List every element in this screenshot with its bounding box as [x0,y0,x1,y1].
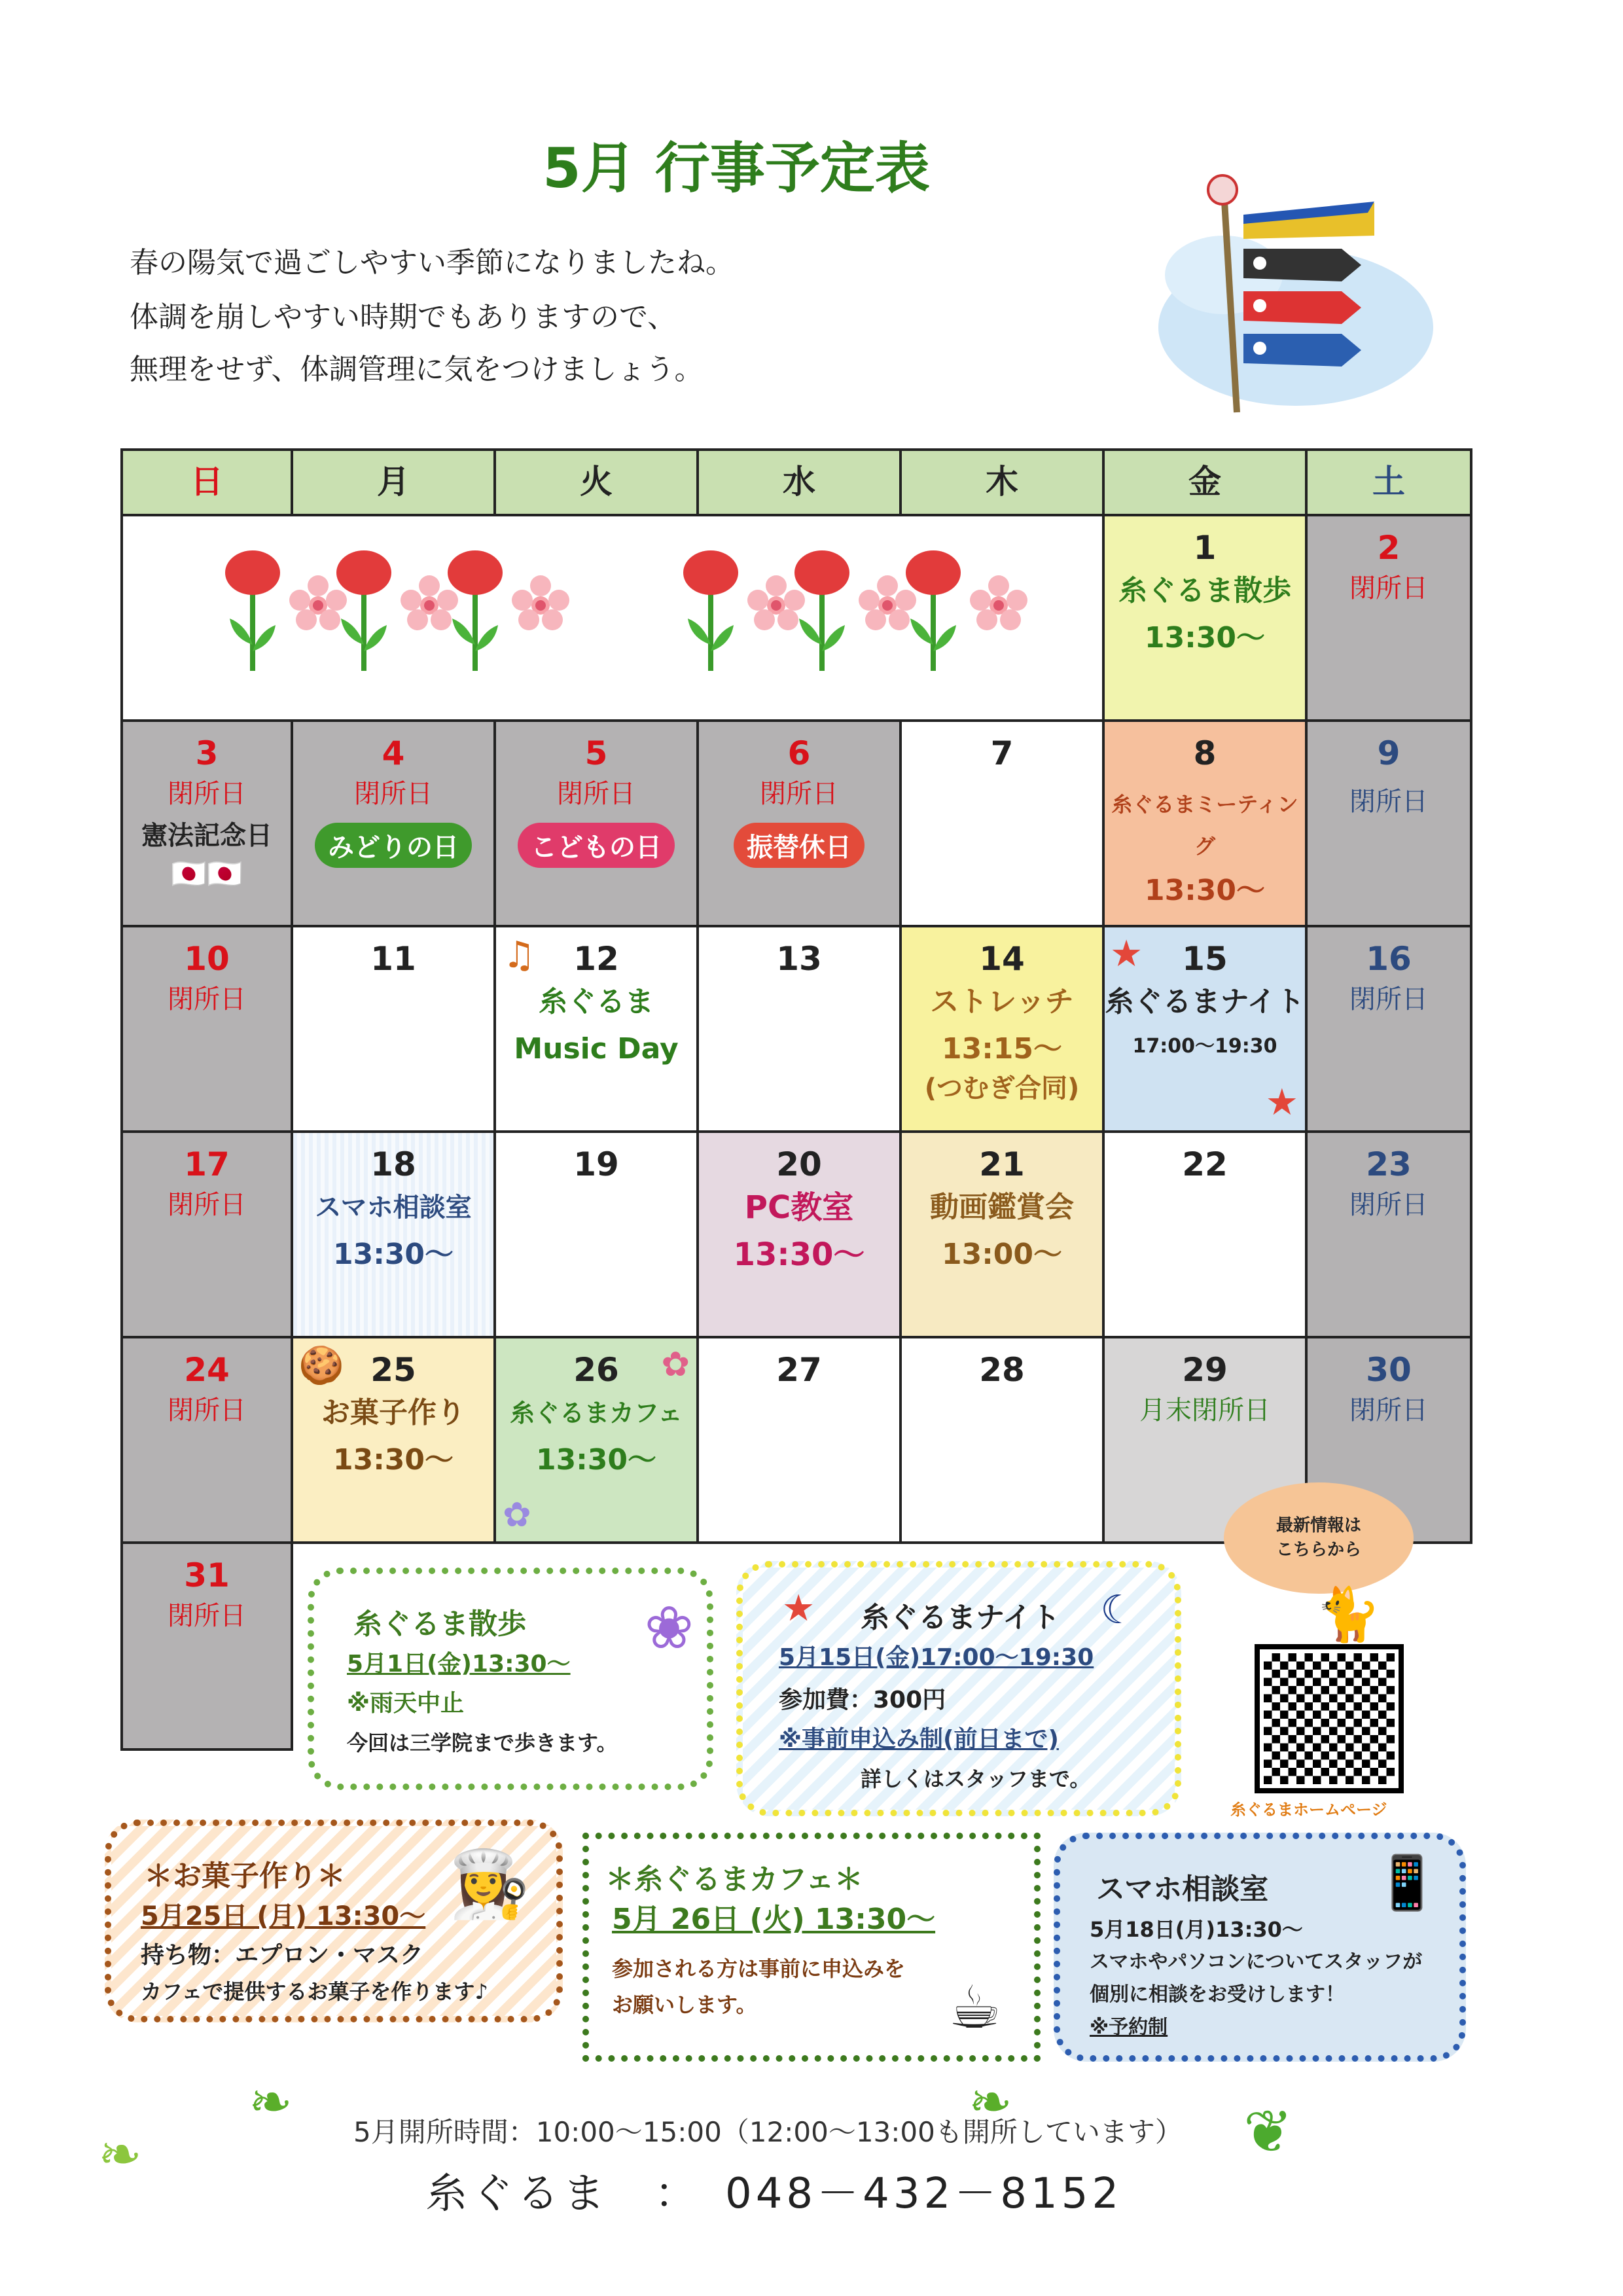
carnation-banner [120,514,1105,722]
day-number: 6 [787,734,811,772]
day-number: 13 [776,940,822,978]
day-21 [899,1130,1105,1338]
closed-label: 閉所日 [1349,1190,1428,1220]
box-date: 5月15日(金)17:00～19:30 [779,1644,1094,1671]
day-14 [899,925,1105,1133]
weekday-mon: 月 [291,448,496,516]
day-number: 15 [1182,940,1228,978]
box-date: 5月1日(金)13:30～ [347,1651,571,1677]
day-23 [1305,1130,1472,1338]
closed-label: 閉所日 [168,984,246,1014]
page-title: 5月 行事予定表 [543,136,930,200]
koinobori-illustration [1145,164,1440,419]
day-number: 30 [1366,1351,1412,1389]
coffee-cup-icon: ☕ [948,1973,1001,2042]
qr-bubble [1224,1482,1414,1594]
event-label: 糸ぐるまナイト [1105,985,1305,1018]
closed-label: 閉所日 [168,1190,246,1220]
event-time: 13:30～ [332,1238,454,1271]
day-number: 29 [1182,1351,1228,1389]
day-number: 8 [1193,734,1217,772]
closed-label: 閉所日 [557,779,635,809]
day-number: 11 [370,940,416,978]
box-reserve: ※事前申込み制(前日まで) [779,1726,1059,1753]
closed-label: 閉所日 [1349,787,1428,817]
day-number: 3 [195,734,219,772]
box-desc: 個別に相談をお受けします！ [1090,1983,1345,2006]
event-label: 糸ぐるまカフェ [509,1399,683,1427]
day-number: 1 [1193,529,1217,567]
day-9 [1305,719,1472,927]
closed-label: 閉所日 [1349,984,1428,1014]
weekday-tue: 火 [493,448,699,516]
day-3 [120,719,293,927]
box-date: 5月 26日 (火) 13:30～ [612,1903,936,1936]
weekday-wed: 水 [696,448,902,516]
holiday-label: 憲法記念日 [141,821,272,851]
day-22 [1102,1130,1308,1338]
event-label: 糸ぐるま散歩 [1118,574,1291,607]
day-5 [493,719,699,927]
day-27 [696,1336,902,1544]
box-desc: スマホやパソコンについてスタッフが [1090,1950,1423,1973]
event-time: 13:00～ [941,1238,1063,1271]
day-number: 16 [1366,940,1412,978]
day-17 [120,1130,293,1338]
day-number: 23 [1366,1145,1412,1183]
cat-icon: 🐈 [1315,1584,1381,1645]
day-number: 4 [382,734,405,772]
day-24 [120,1336,293,1544]
day-number: 17 [184,1145,230,1183]
closed-label: 閉所日 [1349,573,1428,603]
qr-code[interactable] [1260,1649,1399,1788]
holiday-badge: こどもの日 [518,823,675,868]
contact-phone[interactable]: 糸ぐるま ： 048－432－8152 [425,2170,1123,2218]
opening-hours: 5月開所時間：10:00～15:00（12:00～13:00も開所しています） [353,2116,1183,2148]
leaf-icon: ❧ [969,2072,1013,2132]
star-icon: ★ [782,1587,815,1630]
star-icon: ★ [1110,933,1143,975]
box-title: ＊お菓子作り＊ [144,1859,346,1893]
box-detail: 詳しくはスタッフまで。 [861,1767,1091,1791]
day-15 [1102,925,1308,1133]
closed-label: 月末閉所日 [1139,1395,1270,1426]
flower-icon: ✿ [661,1345,690,1384]
day-number: 7 [990,734,1014,772]
box-date: 5月25日 (月) 13:30～ [141,1901,426,1931]
phone-info-box [1054,1833,1466,2062]
day-number: 25 [370,1351,416,1389]
sweets-info-box [105,1820,563,2022]
box-bring: 持ち物：エプロン・マスク [141,1942,424,1969]
box-title: 糸ぐるまナイト [861,1601,1060,1634]
box-title: 糸ぐるま散歩 [353,1607,526,1641]
day-number: 20 [776,1145,822,1183]
day-10 [120,925,293,1133]
japan-flags-icon: 🇯🇵🇯🇵 [171,857,243,891]
cafe-info-box [582,1833,1041,2062]
day-number: 9 [1377,734,1400,772]
day-number: 12 [573,940,619,978]
day-number: 5 [584,734,608,772]
closed-label: 閉所日 [760,779,838,809]
weekday-fri: 金 [1102,448,1308,516]
event-label: スマホ相談室 [315,1193,472,1223]
day-number: 14 [979,940,1025,978]
box-desc: 参加される方は事前に申込みを [612,1956,906,1981]
box-note: 今回は三学院まで歩きます。 [347,1731,618,1755]
star-icon: ★ [1265,1081,1298,1124]
box-note: ※雨天中止 [347,1690,464,1717]
day-number: 26 [573,1351,619,1389]
day-number: 18 [370,1145,416,1183]
day-20 [696,1130,902,1338]
day-16 [1305,925,1472,1133]
box-desc: カフェで提供するお菓子を作ります♪ [141,1979,488,2004]
weekday-thu: 木 [899,448,1105,516]
event-label: 動画鑑賞会 [930,1191,1074,1224]
event-note: (つむぎ合同) [924,1073,1080,1103]
closed-label: 閉所日 [168,1395,246,1426]
cookie-icon: 🍪 [298,1344,344,1387]
cook-girl-icon: 👩‍🍳 [448,1846,530,1922]
day-31 [120,1541,293,1751]
bubble-line: 最新情報は [1275,1516,1361,1535]
day-11 [291,925,496,1133]
day-7 [899,719,1105,927]
music-note-icon: ♫ [503,934,536,977]
event-time: 13:30～ [332,1443,454,1477]
box-fee: 参加費：300円 [779,1687,946,1713]
leaf-icon: ❧ [98,2124,143,2185]
event-label: ストレッチ [930,985,1074,1018]
walk-info-box [308,1568,713,1790]
qr-caption[interactable]: 糸ぐるまホームページ [1230,1801,1387,1819]
moon-icon: ☾ [1100,1587,1135,1633]
day-number: 21 [979,1145,1025,1183]
event-time: 13:30～ [1144,621,1266,655]
day-18 [291,1130,496,1338]
day-number: 28 [979,1351,1025,1389]
bubble-line: こちらから [1275,1540,1361,1560]
event-time: 13:30～ [1144,874,1266,907]
intro-line-3: 無理をせず、体調管理に気をつけましょう。 [130,353,704,386]
box-reserve: ※予約制 [1090,2016,1168,2039]
day-13 [696,925,902,1133]
day-number: 2 [1377,529,1400,567]
cat-phone-icon: 📱 [1374,1852,1440,1913]
weekday-sat: 土 [1305,448,1472,516]
closed-label: 閉所日 [168,779,246,809]
intro-line-1: 春の陽気で過ごしやすい季節になりましたね。 [130,246,734,279]
event-time: 17:00～19:30 [1132,1035,1277,1058]
event-label: 糸ぐるまミーティング [1111,792,1298,859]
box-desc: お願いします。 [612,1992,757,2017]
day-12 [493,925,699,1133]
day-number: 24 [184,1351,230,1389]
day-4 [291,719,496,927]
event-subtitle: Music Day [514,1032,679,1066]
night-info-box [736,1561,1181,1816]
day-number: 22 [1182,1145,1228,1183]
day-1 [1102,514,1308,722]
box-title: スマホ相談室 [1096,1873,1269,1906]
event-time: 13:15～ [941,1032,1063,1066]
event-label: お菓子作り [321,1396,465,1429]
day-19 [493,1130,699,1338]
wisteria-icon: ❀ [644,1594,694,1662]
holiday-badge: みどりの日 [315,823,472,868]
intro-line-2: 体調を崩しやすい時期でもありますので、 [130,300,677,334]
day-8 [1102,719,1308,927]
flower-icon: ✿ [503,1496,531,1535]
weekday-sun: 日 [120,448,293,516]
event-time: 13:30～ [535,1443,657,1477]
holiday-badge: 振替休日 [734,823,865,868]
footer [0,2072,1623,2255]
event-time: 13:30～ [733,1236,865,1273]
day-number: 31 [184,1556,230,1594]
event-label: 糸ぐるま [539,985,654,1018]
day-25 [291,1336,496,1544]
day-2 [1305,514,1472,722]
day-number: 10 [184,940,230,978]
closed-label: 閉所日 [354,779,433,809]
day-6 [696,719,902,927]
day-number: 19 [573,1145,619,1183]
day-28 [899,1336,1105,1544]
closed-label: 閉所日 [1349,1395,1428,1426]
leaf-icon: ❦ [1243,2098,1293,2166]
closed-label: 閉所日 [168,1601,246,1631]
box-title: ＊糸ぐるまカフェ＊ [605,1863,863,1896]
event-label: PC教室 [744,1189,854,1226]
day-26 [493,1336,699,1544]
leaf-icon: ❧ [249,2072,293,2132]
box-date: 5月18日(月)13:30～ [1090,1917,1303,1942]
day-number: 27 [776,1351,822,1389]
